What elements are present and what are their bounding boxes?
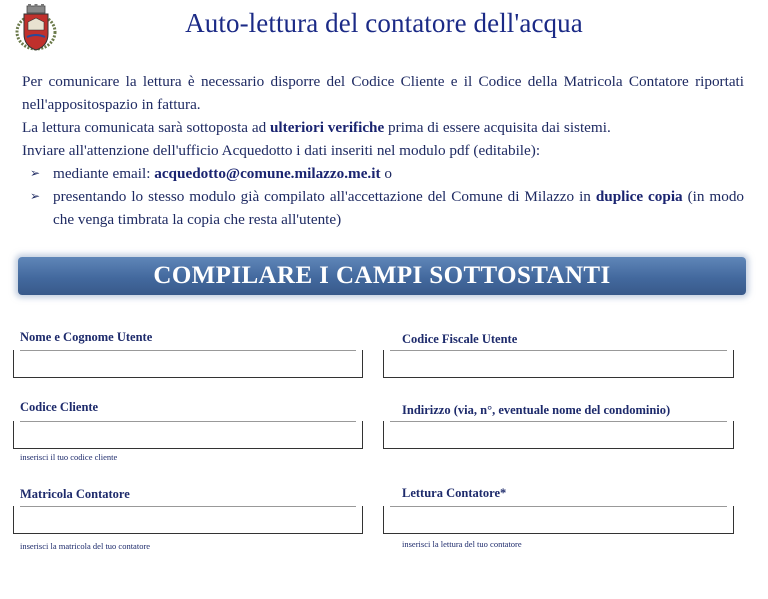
codice-fiscale-label: Codice Fiscale Utente [402,332,518,346]
intro-p2-text-end: prima di essere acquisita dai sistemi. [384,119,611,136]
matricola-contatore-hint: inserisci la matricola del tuo contatore [20,541,151,551]
arrow-bullet-icon: ➢ [30,166,41,180]
codice-cliente-field[interactable] [13,421,363,449]
intro-paragraph-2 [22,116,744,139]
instructions [22,70,744,231]
lettura-contatore-label: Lettura Contatore* [402,486,507,500]
bullet2-text: presentando lo stesso modulo già compilato all'accettazione del Comune di Milazzo in [53,188,596,205]
indirizzo-field[interactable] [383,421,734,449]
bullet2-text-end: (in modo che venga timbrata la copia che resta all'utente) [53,188,745,228]
bullet2-bold: duplice copia [595,188,683,205]
nome-cognome-label: Nome e Cognome Utente [20,330,153,344]
intro-paragraph-3: Inviare all'attenzione dell'ufficio Acquedotto i dati inseriti nel modulo pdf (editabile): [22,142,541,159]
list-item-in-person [22,185,744,231]
intro-p2-text: La lettura comunicata sarà sottoposta ad [22,119,270,136]
list-item-email [22,162,744,185]
lettura-contatore-field[interactable] [383,506,734,534]
lettura-contatore-hint: inserisci la lettura del tuo contatore [402,539,522,549]
bullet1-text-end: o [380,165,392,182]
matricola-contatore-label: Matricola Contatore [20,487,130,501]
codice-cliente-hint: inserisci il tuo codice cliente [20,452,118,462]
arrow-bullet-icon: ➢ [30,189,41,203]
submission-methods-list [22,162,744,231]
page-title: Auto-lettura del contatore dell'acqua [185,8,583,38]
email-link[interactable]: acquedotto@comune.milazzo.me.it [154,165,381,182]
intro-p2-bold: ulteriori verifiche [269,119,385,136]
bullet1-text: mediante email: [53,165,155,182]
matricola-contatore-field[interactable] [13,506,363,534]
nome-cognome-field[interactable] [13,350,363,378]
codice-fiscale-field[interactable] [383,350,734,378]
codice-cliente-label: Codice Cliente [20,400,99,414]
section-banner: COMPILARE I CAMPI SOTTOSTANTI [18,257,746,295]
intro-paragraph-1: Per comunicare la lettura è necessario disporre del Codice Cliente e il Codice della Matricola Contatore riportati nell'appositospazio in fattura. [22,73,744,113]
indirizzo-label: Indirizzo (via, n°, eventuale nome del condominio) [402,403,671,417]
